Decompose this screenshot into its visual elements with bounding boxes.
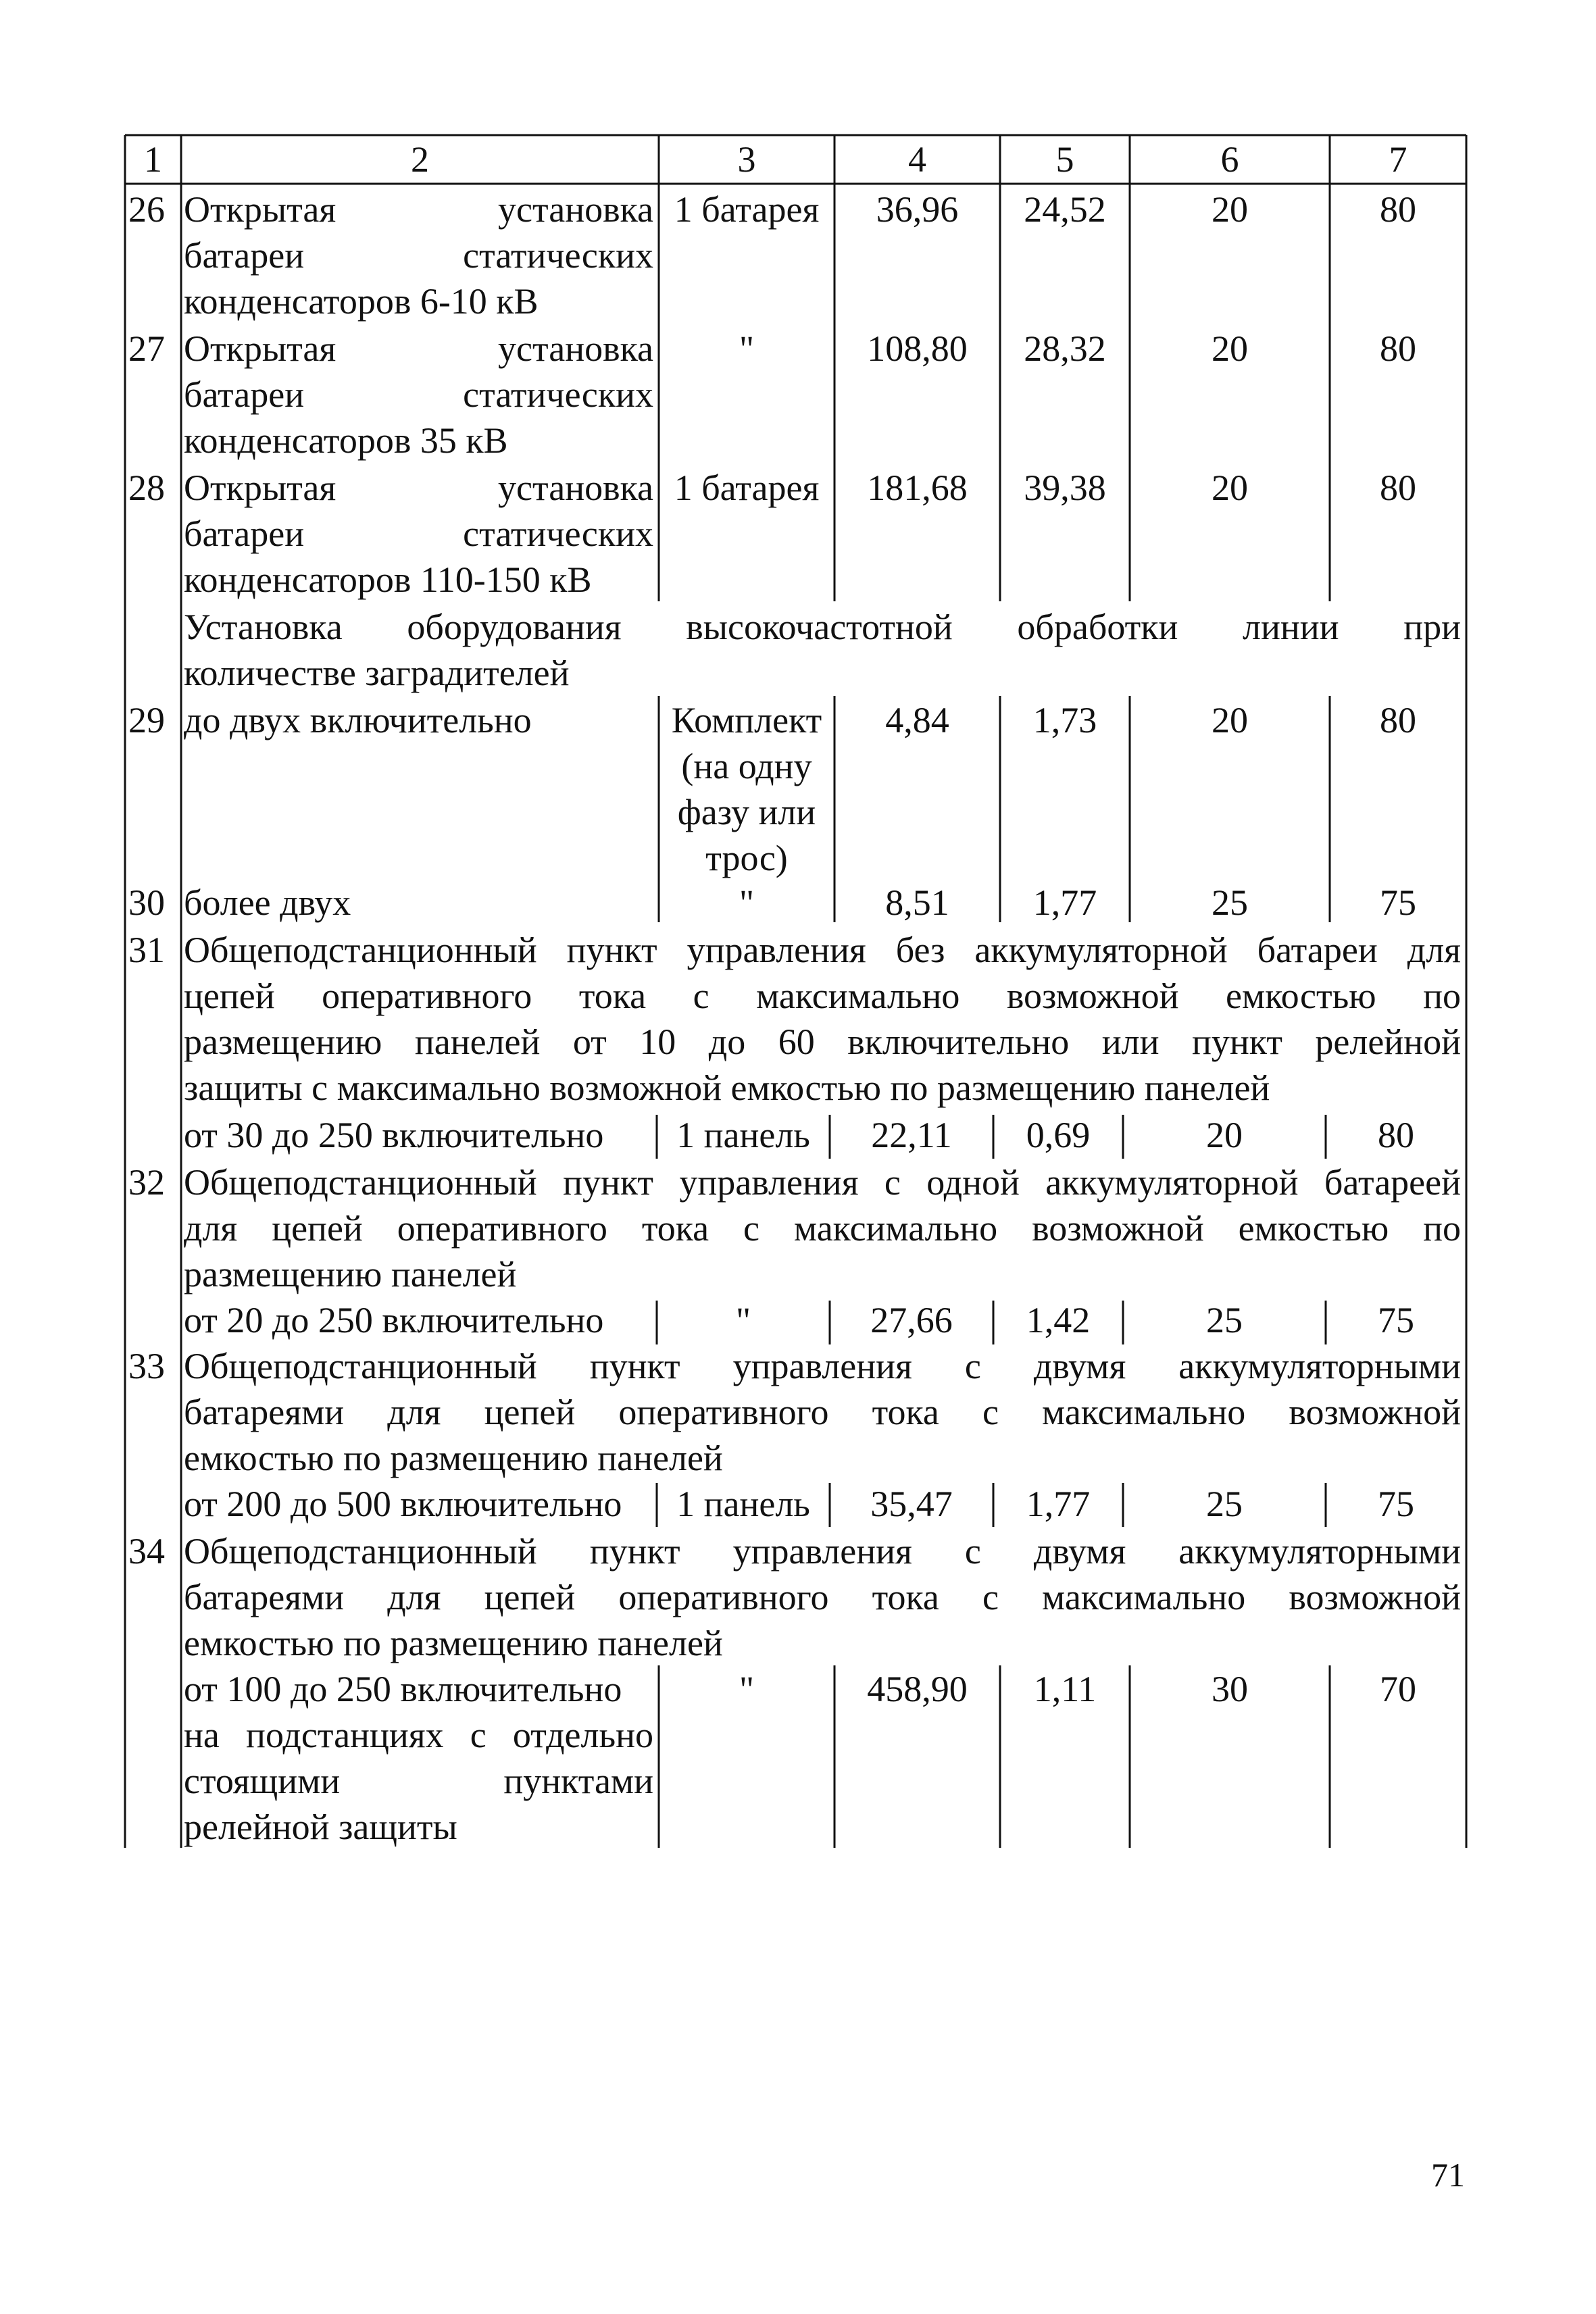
row-number: 28: [128, 468, 165, 508]
row-name: от 30 до 250 включительно: [184, 1115, 604, 1155]
row-description-line: батареями для цепей оперативного тока с максимально возможной: [184, 1392, 1461, 1432]
unit-cell: ": [739, 882, 755, 923]
value-col-5: 1,77: [1026, 1484, 1091, 1524]
row-number: 34: [128, 1531, 165, 1571]
value-col-4: 27,66: [870, 1300, 953, 1340]
unit-cell: 1 панель: [676, 1484, 810, 1524]
row-description-line: емкостью по размещению панелей: [184, 1623, 723, 1663]
row-number: 26: [128, 189, 165, 230]
row-description-line: Общеподстанционный пункт управления без аккумуляторной батареи для: [184, 930, 1461, 970]
value-col-4: 181,68: [867, 468, 968, 508]
unit-cell: ": [739, 1669, 755, 1709]
value-col-4: 108,80: [867, 328, 968, 369]
row-name-line: батареи статических: [184, 374, 653, 415]
unit-cell: ": [739, 328, 755, 369]
row-description-line: размещению панелей: [184, 1254, 517, 1294]
row-description-line: Общеподстанционный пункт управления с двумя аккумуляторными: [184, 1531, 1461, 1571]
value-col-7: 80: [1380, 700, 1416, 740]
row-number: 31: [128, 930, 165, 970]
value-col-5: 0,69: [1026, 1115, 1091, 1155]
value-col-6: 20: [1212, 189, 1248, 230]
unit-cell-line: фазу или: [677, 792, 816, 832]
value-col-6: 25: [1206, 1484, 1243, 1524]
value-col-5: 1,77: [1032, 882, 1097, 923]
row-name: от 20 до 250 включительно: [184, 1300, 604, 1340]
value-col-6: 20: [1212, 468, 1248, 508]
header-col-3: 3: [737, 139, 756, 180]
row-number: 29: [128, 700, 165, 740]
header-col-2: 2: [411, 139, 429, 180]
value-col-7: 80: [1378, 1115, 1414, 1155]
value-col-6: 20: [1212, 700, 1248, 740]
unit-cell-line: трос): [705, 838, 788, 878]
value-col-7: 70: [1380, 1669, 1416, 1709]
row-number: 30: [128, 882, 165, 923]
group-heading-line: количестве заградителей: [184, 653, 570, 693]
value-col-5: 24,52: [1024, 189, 1106, 230]
row-name-line: Открытая установка: [184, 328, 653, 369]
unit-cell-line: Комплект: [671, 700, 822, 740]
unit-cell: ": [735, 1300, 751, 1340]
row-name: до двух включительно: [184, 700, 532, 740]
page-number: 71: [1431, 2156, 1465, 2194]
value-col-5: 39,38: [1024, 468, 1106, 508]
row-name-line: релейной защиты: [184, 1807, 457, 1847]
row-description-line: размещению панелей от 10 до 60 включительно или пункт релейной: [184, 1022, 1461, 1062]
row-number: 32: [128, 1162, 165, 1203]
row-name-line: батареи статических: [184, 235, 653, 276]
row-description-line: батареями для цепей оперативного тока с максимально возможной: [184, 1577, 1461, 1617]
value-col-4: 35,47: [870, 1484, 953, 1524]
value-col-4: 36,96: [876, 189, 959, 230]
row-name-line: конденсаторов 35 кВ: [184, 420, 508, 461]
unit-cell-line: (на одну: [681, 746, 812, 786]
header-col-6: 6: [1220, 139, 1239, 180]
row-description-line: Общеподстанционный пункт управления с одной аккумуляторной батареей: [184, 1162, 1461, 1203]
header-col-1: 1: [144, 139, 162, 180]
row-description-line: емкостью по размещению панелей: [184, 1438, 723, 1478]
value-col-6: 20: [1206, 1115, 1243, 1155]
row-number: 33: [128, 1346, 165, 1386]
row-name-line: Открытая установка: [184, 468, 653, 508]
unit-cell: 1 батарея: [674, 189, 820, 230]
row-name: более двух: [184, 882, 351, 923]
row-name-line: стоящими пунктами: [184, 1761, 653, 1801]
row-name-line: на подстанциях с отдельно: [184, 1715, 653, 1755]
row-description-line: защиты с максимально возможной емкостью по размещению панелей: [184, 1067, 1270, 1108]
value-col-7: 80: [1380, 328, 1416, 369]
value-col-4: 458,90: [867, 1669, 968, 1709]
row-name-line: батареи статических: [184, 513, 653, 554]
value-col-4: 22,11: [871, 1115, 952, 1155]
header-col-4: 4: [908, 139, 926, 180]
row-name: от 200 до 500 включительно: [184, 1484, 622, 1524]
value-col-6: 25: [1212, 882, 1248, 923]
value-col-7: 75: [1380, 882, 1416, 923]
value-col-4: 8,51: [885, 882, 949, 923]
row-description-line: цепей оперативного тока с максимально возможной емкостью по: [184, 976, 1461, 1016]
unit-cell: 1 батарея: [674, 468, 820, 508]
value-col-7: 75: [1378, 1300, 1414, 1340]
value-col-6: 25: [1206, 1300, 1243, 1340]
row-number: 27: [128, 328, 165, 369]
value-col-4: 4,84: [885, 700, 949, 740]
value-col-5: 28,32: [1024, 328, 1106, 369]
value-col-5: 1,73: [1032, 700, 1097, 740]
value-col-7: 80: [1380, 189, 1416, 230]
row-name-line: от 100 до 250 включительно: [184, 1669, 622, 1709]
value-col-6: 30: [1212, 1669, 1248, 1709]
row-name-line: Открытая установка: [184, 189, 653, 230]
value-col-5: 1,11: [1033, 1669, 1097, 1709]
value-col-7: 80: [1380, 468, 1416, 508]
header-col-7: 7: [1389, 139, 1407, 180]
value-col-7: 75: [1378, 1484, 1414, 1524]
row-description-line: для цепей оперативного тока с максимально возможной емкостью по: [184, 1208, 1461, 1249]
row-description-line: Общеподстанционный пункт управления с двумя аккумуляторными: [184, 1346, 1461, 1386]
group-heading-line: Установка оборудования высокочастотной обработки линии при: [184, 607, 1461, 647]
row-name-line: конденсаторов 6-10 кВ: [184, 281, 539, 322]
header-col-5: 5: [1055, 139, 1074, 180]
unit-cell: 1 панель: [676, 1115, 810, 1155]
row-name-line: конденсаторов 110-150 кВ: [184, 559, 592, 600]
value-col-5: 1,42: [1026, 1300, 1091, 1340]
value-col-6: 20: [1212, 328, 1248, 369]
